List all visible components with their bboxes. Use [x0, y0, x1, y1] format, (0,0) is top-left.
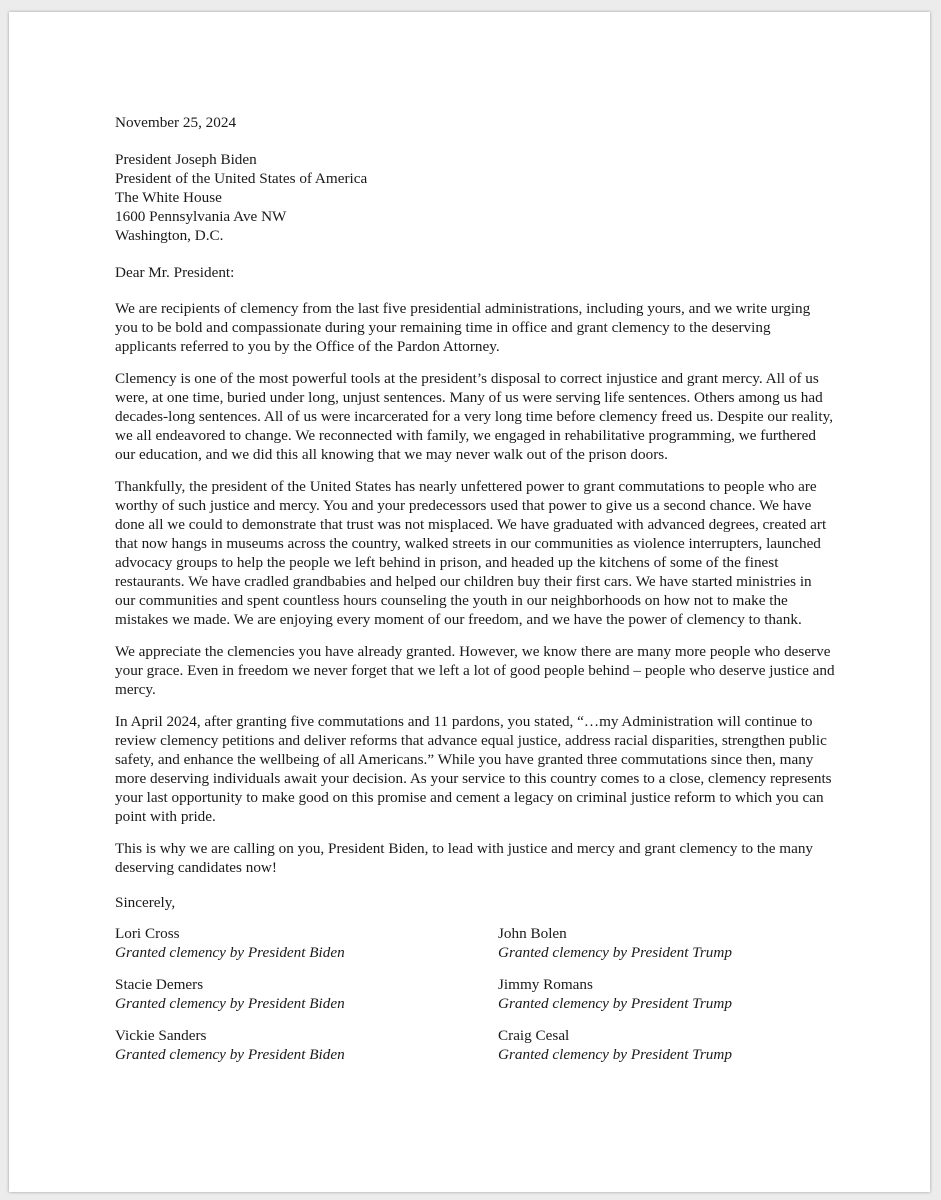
- paragraph: Clemency is one of the most powerful tools at the president’s disposal to correct injustice and grant mercy. All of us were, at one time, buried under long, unjust sentences. Many of us were serving life sentences. Others among us had decades-long sentences. All of us were incarcerated for a very long time before clemency freed us. Despite our reality, we all endeavored to change. We reconnected with family, we engaged in rehabilitative programming, we furthered our education, and we did this all knowing that we may never walk out of the prison doors.: [115, 370, 834, 463]
- signatory: [115, 1026, 498, 1064]
- signatories: [115, 924, 835, 1064]
- paragraph: Thankfully, the president of the United States has nearly unfettered power to grant commutations to people who are worthy of such justice and mercy. You and your predecessors used that power to give us a second chance. We have done all we could to demonstrate that trust was not misplaced. We have graduated with advanced degrees, created art that now hangs in museums across the country, walked streets in our communities as violence interrupters, launched advocacy groups to help the people we left behind in prison, and headed up the kitchens of some of the finest restaurants. We have cradled grandbabies and helped our children buy their first cars. We have started ministries in our communities and spent countless hours counseling the youth in our neighborhoods on how not to make the mistakes we made. We are enjoying every moment of our freedom, and we have the power of clemency to thank.: [115, 478, 827, 628]
- signatory: [498, 924, 835, 962]
- address-line: President Joseph Biden: [115, 151, 257, 168]
- signatory-note: Granted clemency by President Trump: [498, 995, 732, 1012]
- signatory: [115, 975, 498, 1013]
- letter-date: November 25, 2024: [115, 114, 237, 131]
- address-line: President of the United States of America: [115, 170, 368, 187]
- letter-page: [9, 12, 930, 1192]
- paragraph: We are recipients of clemency from the last five presidential administrations, including yours, and we write urging you to be bold and compassionate during your remaining time in office and grant clemency to the deserving applicants referred to you by the Office of the Pardon Attorney.: [115, 300, 811, 355]
- signatory-name: Lori Cross: [115, 925, 180, 942]
- signatory-name: Jimmy Romans: [498, 976, 593, 993]
- address-line: The White House: [115, 189, 222, 206]
- signatory-name: John Bolen: [498, 925, 567, 942]
- recipient-address: [115, 150, 835, 245]
- signatory-note: Granted clemency by President Biden: [115, 944, 345, 961]
- closing: Sincerely,: [115, 894, 176, 911]
- salutation: Dear Mr. President:: [115, 264, 235, 281]
- signatory: [498, 1026, 835, 1064]
- signatory-note: Granted clemency by President Trump: [498, 944, 732, 961]
- signatory-name: Craig Cesal: [498, 1027, 570, 1044]
- signatory-note: Granted clemency by President Trump: [498, 1046, 732, 1063]
- signatory-name: Stacie Demers: [115, 976, 204, 993]
- letter-body: [115, 113, 835, 1064]
- signatory-note: Granted clemency by President Biden: [115, 1046, 345, 1063]
- paragraph: We appreciate the clemencies you have already granted. However, we know there are many more people who deserve your grace. Even in freedom we never forget that we left a lot of good people behind – people who deserve justice and mercy.: [115, 643, 835, 698]
- signatory: [498, 975, 835, 1013]
- signatory: [115, 924, 498, 962]
- address-line: Washington, D.C.: [115, 227, 224, 244]
- paragraph: This is why we are calling on you, President Biden, to lead with justice and mercy and grant clemency to the many deserving candidates now!: [115, 840, 814, 876]
- signatory-note: Granted clemency by President Biden: [115, 995, 345, 1012]
- paragraph: In April 2024, after granting five commutations and 11 pardons, you stated, “…my Administration will continue to review clemency petitions and deliver reforms that advance equal justice, address racial disparities, strengthen public safety, and enhance the wellbeing of all Americans.” While you have granted three commutations since then, many more deserving individuals await your decision. As your service to this country comes to a close, clemency represents your last opportunity to make good on this promise and cement a legacy on criminal justice reform to which you can point with pride.: [115, 713, 832, 825]
- address-line: 1600 Pennsylvania Ave NW: [115, 208, 287, 225]
- signatory-name: Vickie Sanders: [115, 1027, 207, 1044]
